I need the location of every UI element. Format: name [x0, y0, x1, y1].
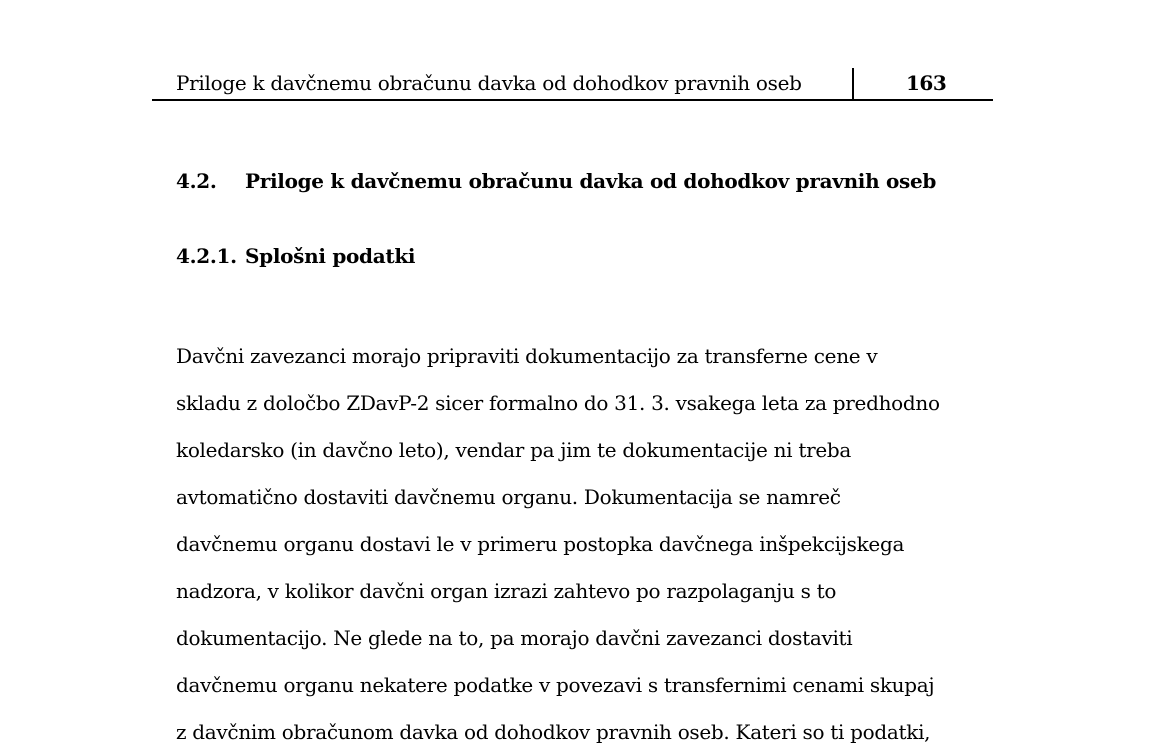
body-line: Davčni zavezanci morajo pripraviti dokumentacijo za transferne cene v: [176, 344, 878, 368]
subsection-title: Splošni podatki: [245, 244, 416, 268]
section-number: 4.2.: [176, 169, 217, 193]
running-header: Priloge k davčnemu obračunu davka od dohodkov pravnih oseb: [176, 71, 802, 95]
page-number: 163: [906, 71, 947, 95]
body-line: davčnemu organu dostavi le v primeru postopka davčnega inšpekcijskega: [176, 532, 905, 556]
body-line: dokumentacijo. Ne glede na to, pa morajo davčni zavezanci dostaviti: [176, 626, 853, 650]
body-line: skladu z določbo ZDavP-2 sicer formalno do 31. 3. vsakega leta za predhodno: [176, 391, 940, 415]
header-rule: [152, 99, 993, 101]
subsection-number: 4.2.1.: [176, 244, 237, 268]
body-line: nadzora, v kolikor davčni organ izrazi zahtevo po razpolaganju s to: [176, 579, 837, 603]
body-line: avtomatično dostaviti davčnemu organu. Dokumentacija se namreč: [176, 485, 841, 509]
body-line: davčnemu organu nekatere podatke v povezavi s transfernimi cenami skupaj: [176, 673, 935, 697]
body-line: z davčnim obračunom davka od dohodkov pravnih oseb. Kateri so ti podatki,: [176, 720, 931, 744]
body-line: koledarsko (in davčno leto), vendar pa jim te dokumentacije ni treba: [176, 438, 852, 462]
section-title: Priloge k davčnemu obračunu davka od dohodkov pravnih oseb: [245, 169, 937, 193]
header-divider: [852, 68, 854, 100]
